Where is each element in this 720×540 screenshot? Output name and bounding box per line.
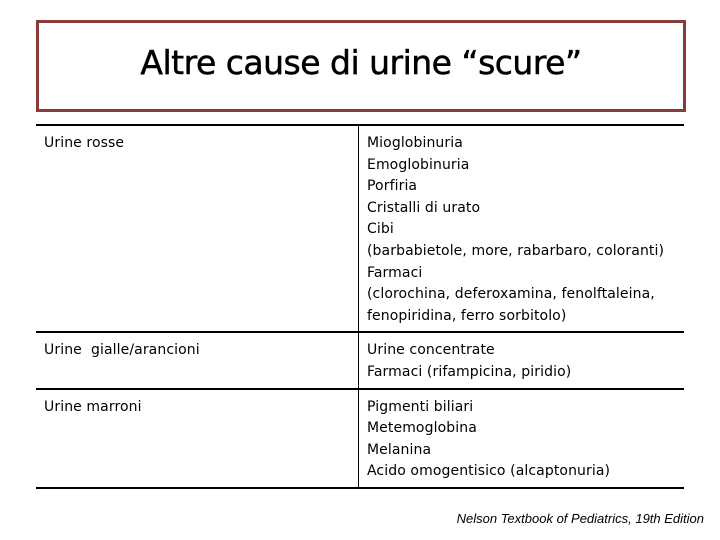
row-causes bbox=[359, 125, 685, 332]
cause-item: Cibi bbox=[367, 221, 394, 238]
cause-item: Porfiria bbox=[367, 178, 418, 195]
cause-item: Pigmenti biliari bbox=[367, 398, 474, 415]
table-row bbox=[36, 125, 684, 332]
row-label: Urine rosse bbox=[36, 125, 359, 332]
title-box bbox=[36, 20, 686, 112]
table-body bbox=[36, 125, 684, 488]
cause-item: Acido omogentisico (alcaptonuria) bbox=[367, 463, 611, 480]
cause-item: Emoglobinuria bbox=[367, 156, 470, 173]
source-citation: Nelson Textbook of Pediatrics, 19th Edition bbox=[456, 511, 704, 526]
cause-item: fenopiridina, ferro sorbitolo) bbox=[367, 307, 567, 324]
row-causes bbox=[359, 389, 685, 488]
row-causes bbox=[359, 332, 685, 388]
table-row bbox=[36, 332, 684, 388]
row-label: Urine marroni bbox=[36, 389, 359, 488]
cause-item: Melanina bbox=[367, 441, 432, 458]
cause-item: (barbabietole, more, rabarbaro, coloranti) bbox=[367, 242, 665, 259]
row-label: Urine gialle/arancioni bbox=[36, 332, 359, 388]
cause-item: Urine concentrate bbox=[367, 342, 495, 359]
cause-item: Farmaci (rifampicina, piridio) bbox=[367, 363, 572, 380]
table-row bbox=[36, 389, 684, 488]
cause-item: (clorochina, deferoxamina, fenolftaleina, bbox=[367, 286, 655, 303]
cause-item: Metemoglobina bbox=[367, 420, 477, 437]
cause-item: Cristalli di urato bbox=[367, 199, 481, 216]
cause-item: Mioglobinuria bbox=[367, 135, 463, 151]
causes-table bbox=[36, 124, 684, 489]
slide-title: Altre cause di urine “scure” bbox=[140, 42, 582, 82]
cause-item: Farmaci bbox=[367, 264, 423, 281]
